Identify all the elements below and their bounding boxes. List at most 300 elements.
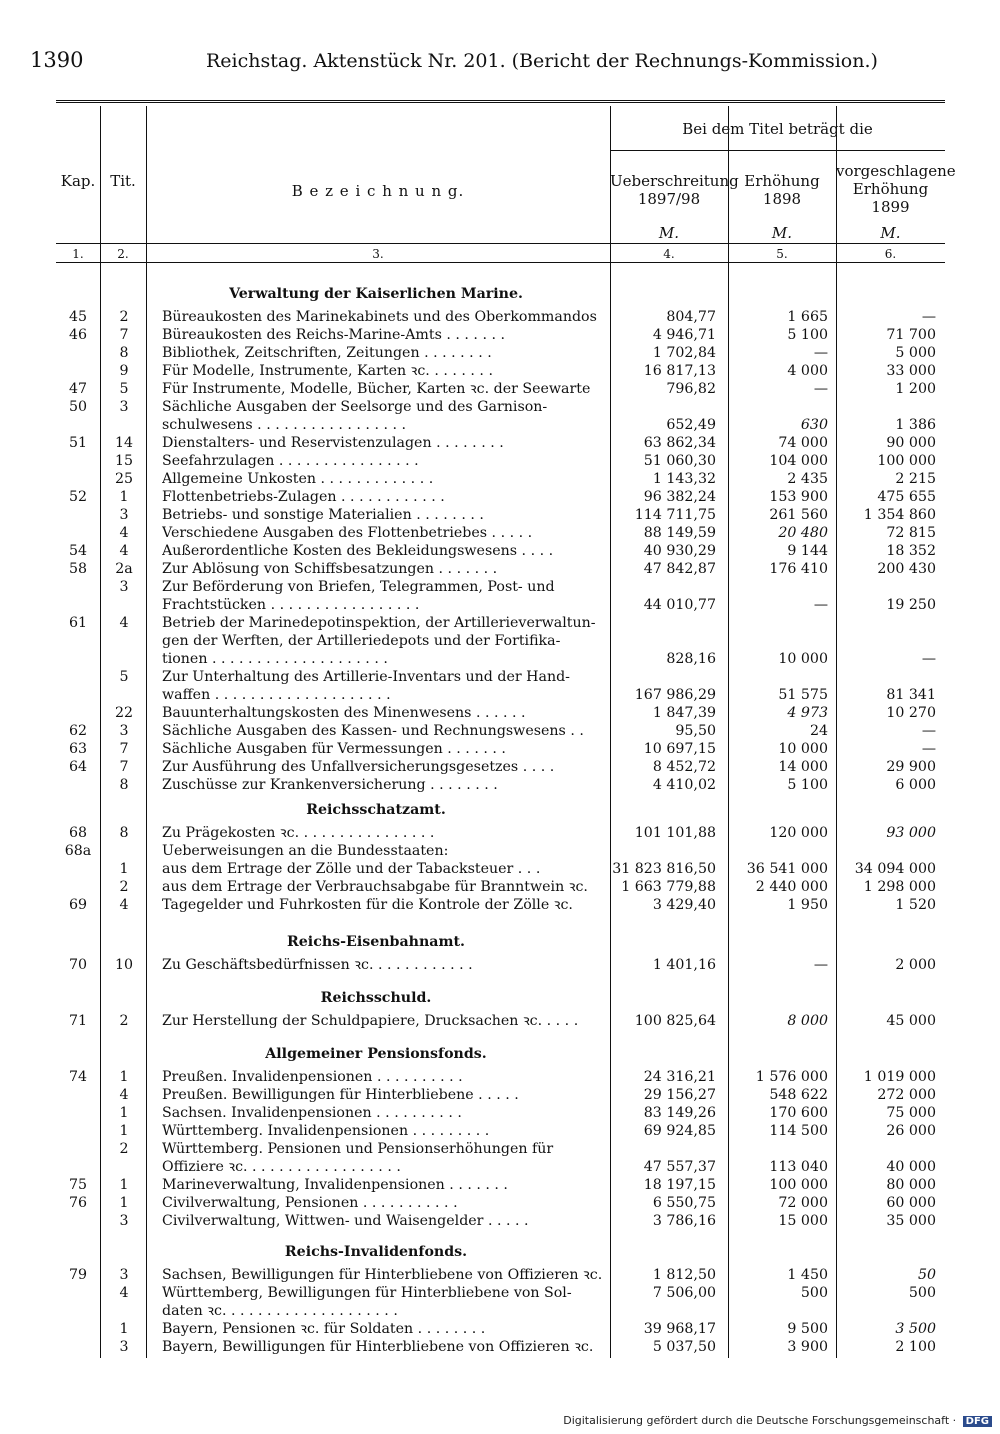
- table-row: [56, 704, 945, 722]
- cell-tit: 1: [119, 861, 129, 877]
- cell-bezeichnung: waffen . . . . . . . . . . . . . . . . . . . .: [162, 687, 391, 703]
- cell-erhoehung-1899: 2 100: [895, 1339, 936, 1355]
- cell-kap: 52: [68, 489, 88, 505]
- cell-tit: 22: [114, 705, 134, 721]
- cell-erhoehung-1899: 1 298 000: [863, 879, 936, 895]
- cell-tit: 10: [114, 957, 134, 973]
- cell-tit: 1: [119, 1105, 129, 1121]
- table-row: [56, 896, 945, 914]
- cell-tit: 5: [119, 669, 129, 685]
- cell-erhoehung-1898: —: [813, 597, 828, 613]
- cell-erhoehung-1898: 113 040: [769, 1159, 828, 1175]
- cell-ueberschreitung: 1 663 779,88: [621, 879, 716, 895]
- table-row: [56, 1320, 945, 1338]
- cell-bezeichnung: Marineverwaltung, Invalidenpensionen . . . . . . .: [162, 1177, 508, 1193]
- cell-bezeichnung: Württemberg. Invalidenpensionen . . . . . . . . .: [162, 1123, 490, 1139]
- cell-erhoehung-1899: 500: [908, 1285, 936, 1301]
- table-row: [56, 326, 945, 344]
- cell-tit: 2: [119, 1013, 129, 1029]
- cell-bezeichnung: Verschiedene Ausgaben des Flottenbetriebes . . . . .: [162, 525, 533, 541]
- table-row: [56, 1302, 945, 1320]
- cell-erhoehung-1899: 18 352: [886, 543, 936, 559]
- cell-erhoehung-1899: 90 000: [886, 435, 936, 451]
- cell-erhoehung-1899: 34 094 000: [854, 861, 936, 877]
- footer-text: Digitalisierung gefördert durch die Deutsche Forschungsgemeinschaft ·: [563, 1414, 957, 1427]
- cell-bezeichnung: Zuschüsse zur Krankenversicherung . . . . . . . .: [162, 777, 498, 793]
- colnum-4: 4.: [663, 247, 675, 261]
- dfg-logo: DFG: [963, 1416, 992, 1427]
- cell-erhoehung-1898: 10 000: [778, 651, 828, 667]
- cell-bezeichnung: Sachsen, Bewilligungen für Hinterbliebene von Offizieren ꝛc.: [162, 1267, 602, 1283]
- cell-ueberschreitung: 39 968,17: [643, 1321, 716, 1337]
- table-header: [56, 106, 956, 263]
- cell-erhoehung-1899: 2 215: [895, 471, 936, 487]
- table-row: [56, 416, 945, 434]
- cell-tit: 4: [119, 543, 129, 559]
- cell-bezeichnung: Zu Geschäftsbedürfnissen ꝛc. . . . . . . . . . . .: [162, 957, 473, 973]
- table-row: [56, 1266, 945, 1284]
- cell-erhoehung-1899: 45 000: [886, 1013, 936, 1029]
- top-double-rule: [56, 100, 945, 103]
- cell-tit: 15: [114, 453, 134, 469]
- cell-ueberschreitung: 828,16: [666, 651, 716, 667]
- cell-erhoehung-1899: 475 655: [877, 489, 936, 505]
- cell-erhoehung-1898: —: [813, 381, 828, 397]
- cell-tit: 1: [119, 489, 129, 505]
- cell-erhoehung-1899: 93 000: [886, 825, 936, 841]
- table-row: [56, 1068, 945, 1086]
- cell-erhoehung-1899: 50: [917, 1267, 936, 1283]
- header-number-rule: [56, 243, 945, 244]
- cell-bezeichnung: Zur Ausführung des Unfallversicherungsgesetzes . . . .: [162, 759, 555, 775]
- table-row: [56, 650, 945, 668]
- table-row: [56, 1158, 945, 1176]
- cell-erhoehung-1899: 10 270: [886, 705, 936, 721]
- cell-bezeichnung: aus dem Ertrage der Verbrauchsabgabe für Branntwein ꝛc.: [162, 879, 588, 895]
- cell-bezeichnung: Seefahrzulagen . . . . . . . . . . . . . . . .: [162, 453, 419, 469]
- table-row: [56, 1212, 945, 1230]
- cell-bezeichnung: Ueberweisungen an die Bundesstaaten:: [162, 843, 449, 859]
- cell-tit: 4: [119, 1087, 129, 1103]
- cell-erhoehung-1898: 4 973: [787, 705, 828, 721]
- table-row: [56, 878, 945, 896]
- table-row: [56, 488, 945, 506]
- cell-bezeichnung: Offiziere ꝛc. . . . . . . . . . . . . . . . . .: [162, 1159, 401, 1175]
- cell-ueberschreitung: 29 156,27: [643, 1087, 716, 1103]
- cell-bezeichnung: Dienstalters- und Reservistenzulagen . . . . . . . .: [162, 435, 504, 451]
- cell-ueberschreitung: 1 812,50: [652, 1267, 716, 1283]
- cell-bezeichnung: Preußen. Bewilligungen für Hinterbliebene . . . . .: [162, 1087, 519, 1103]
- cell-bezeichnung: Büreaukosten des Marinekabinets und des Oberkommandos: [162, 309, 597, 325]
- cell-ueberschreitung: 167 986,29: [634, 687, 716, 703]
- cell-erhoehung-1899: 80 000: [886, 1177, 936, 1193]
- cell-bezeichnung: Bauunterhaltungskosten des Minenwesens . . . . . .: [162, 705, 526, 721]
- cell-tit: 3: [119, 1267, 129, 1283]
- cell-bezeichnung: Civilverwaltung, Pensionen . . . . . . . . . . .: [162, 1195, 458, 1211]
- cell-ueberschreitung: 83 149,26: [643, 1105, 716, 1121]
- cell-bezeichnung: Zur Beförderung von Briefen, Telegrammen, Post- und: [162, 579, 555, 595]
- cell-erhoehung-1898: 9 500: [787, 1321, 828, 1337]
- cell-ueberschreitung: 47 557,37: [643, 1159, 716, 1175]
- table-row: [56, 758, 945, 776]
- cell-erhoehung-1898: 120 000: [769, 825, 828, 841]
- table-row: [56, 1122, 945, 1140]
- header-c5: Erhöhung 1898: [744, 172, 820, 208]
- cell-erhoehung-1899: 81 341: [886, 687, 936, 703]
- cell-erhoehung-1899: 19 250: [886, 597, 936, 613]
- cell-erhoehung-1898: 2 435: [787, 471, 828, 487]
- cell-tit: 1: [119, 1195, 129, 1211]
- cell-erhoehung-1899: 26 000: [886, 1123, 936, 1139]
- cell-tit: 14: [114, 435, 134, 451]
- cell-tit: 3: [119, 723, 129, 739]
- table-row: [56, 614, 945, 632]
- table-row: [56, 1104, 945, 1122]
- cell-ueberschreitung: 4 410,02: [652, 777, 716, 793]
- cell-bezeichnung: Flottenbetriebs-Zulagen . . . . . . . . . . . .: [162, 489, 445, 505]
- cell-ueberschreitung: 63 862,34: [643, 435, 716, 451]
- table-row: [56, 842, 945, 860]
- cell-bezeichnung: Büreaukosten des Reichs-Marine-Amts . . . . . . .: [162, 327, 505, 343]
- cell-erhoehung-1898: 5 100: [787, 327, 828, 343]
- table-row: [56, 686, 945, 704]
- table-row: [56, 542, 945, 560]
- cell-kap: 76: [68, 1195, 88, 1211]
- colnum-2: 2.: [117, 247, 129, 261]
- table-row: [56, 1338, 945, 1356]
- cell-tit: 2a: [115, 561, 133, 577]
- cell-erhoehung-1898: 36 541 000: [746, 861, 828, 877]
- cell-bezeichnung: Betrieb der Marinedepotinspektion, der Artillerieverwaltun-: [162, 615, 596, 631]
- cell-bezeichnung: Für Instrumente, Modelle, Bücher, Karten ꝛc. der Seewarte: [162, 381, 591, 397]
- cell-bezeichnung: schulwesens . . . . . . . . . . . . . . . . .: [162, 417, 407, 433]
- table-row: [56, 380, 945, 398]
- cell-erhoehung-1899: 29 900: [886, 759, 936, 775]
- cell-erhoehung-1899: —: [921, 651, 936, 667]
- table-row: [56, 722, 945, 740]
- cell-tit: 5: [119, 381, 129, 397]
- cell-kap: 46: [68, 327, 88, 343]
- cell-bezeichnung: Bibliothek, Zeitschriften, Zeitungen . . . . . . . .: [162, 345, 492, 361]
- cell-ueberschreitung: 4 946,71: [652, 327, 716, 343]
- cell-bezeichnung: aus dem Ertrage der Zölle und der Tabacksteuer . . .: [162, 861, 541, 877]
- header-c6: vorgeschlagene Erhöhung 1899: [836, 162, 956, 216]
- cell-erhoehung-1899: 1 019 000: [863, 1069, 936, 1085]
- cell-tit: 1: [119, 1123, 129, 1139]
- cell-ueberschreitung: 16 817,13: [643, 363, 716, 379]
- cell-kap: 64: [68, 759, 88, 775]
- cell-bezeichnung: Zu Prägekosten ꝛc. . . . . . . . . . . . . . . .: [162, 825, 435, 841]
- cell-bezeichnung: Bayern, Bewilligungen für Hinterbliebene von Offizieren ꝛc.: [162, 1339, 594, 1355]
- cell-erhoehung-1898: 114 500: [769, 1123, 828, 1139]
- header-tit: Tit.: [110, 172, 136, 190]
- cell-ueberschreitung: 804,77: [666, 309, 716, 325]
- cell-ueberschreitung: 47 842,87: [643, 561, 716, 577]
- table-body: [56, 262, 945, 1358]
- cell-bezeichnung: Sächliche Ausgaben der Seelsorge und des Garnison-: [162, 399, 548, 415]
- cell-ueberschreitung: 95,50: [675, 723, 716, 739]
- cell-erhoehung-1898: 176 410: [769, 561, 828, 577]
- cell-bezeichnung: Für Modelle, Instrumente, Karten ꝛc. . . . . . . .: [162, 363, 493, 379]
- cell-kap: 50: [68, 399, 88, 415]
- cell-tit: 7: [119, 327, 129, 343]
- table-row: [56, 1176, 945, 1194]
- cell-ueberschreitung: 1 702,84: [652, 345, 716, 361]
- cell-ueberschreitung: 6 550,75: [652, 1195, 716, 1211]
- section-heading: Verwaltung der Kaiserlichen Marine.: [229, 286, 523, 302]
- cell-kap: 62: [68, 723, 88, 739]
- cell-ueberschreitung: 100 825,64: [634, 1013, 716, 1029]
- cell-ueberschreitung: 69 924,85: [643, 1123, 716, 1139]
- cell-erhoehung-1898: 153 900: [769, 489, 828, 505]
- cell-bezeichnung: Preußen. Invalidenpensionen . . . . . . . . . .: [162, 1069, 463, 1085]
- cell-kap: 47: [68, 381, 88, 397]
- cell-erhoehung-1899: —: [921, 309, 936, 325]
- cell-kap: 69: [68, 897, 88, 913]
- cell-bezeichnung: Außerordentliche Kosten des Bekleidungswesens . . . .: [162, 543, 554, 559]
- unit-c6: M.: [880, 224, 901, 242]
- cell-erhoehung-1899: 1 200: [895, 381, 936, 397]
- cell-erhoehung-1898: 10 000: [778, 741, 828, 757]
- cell-erhoehung-1899: 3 500: [895, 1321, 936, 1337]
- cell-ueberschreitung: 3 429,40: [652, 897, 716, 913]
- cell-bezeichnung: tionen . . . . . . . . . . . . . . . . . . . .: [162, 651, 388, 667]
- cell-erhoehung-1898: 1 450: [787, 1267, 828, 1283]
- cell-tit: 3: [119, 399, 129, 415]
- cell-tit: 3: [119, 507, 129, 523]
- cell-ueberschreitung: 1 847,39: [652, 705, 716, 721]
- section-heading: Reichsschuld.: [320, 990, 432, 1006]
- cell-erhoehung-1898: 5 100: [787, 777, 828, 793]
- cell-erhoehung-1899: 200 430: [877, 561, 936, 577]
- cell-ueberschreitung: 652,49: [666, 417, 716, 433]
- cell-erhoehung-1899: 100 000: [877, 453, 936, 469]
- cell-erhoehung-1898: 548 622: [769, 1087, 828, 1103]
- colnum-3: 3.: [372, 247, 384, 261]
- cell-erhoehung-1899: 2 000: [895, 957, 936, 973]
- cell-tit: 8: [119, 825, 129, 841]
- cell-erhoehung-1898: 100 000: [769, 1177, 828, 1193]
- cell-erhoehung-1898: 20 480: [778, 525, 828, 541]
- cell-kap: 68: [68, 825, 88, 841]
- table-row: [56, 1086, 945, 1104]
- header-kap: Kap.: [60, 172, 96, 190]
- cell-tit: 4: [119, 897, 129, 913]
- cell-tit: 2: [119, 879, 129, 895]
- cell-tit: 1: [119, 1177, 129, 1193]
- unit-c4: M.: [658, 224, 680, 242]
- table-row: [56, 1194, 945, 1212]
- section-heading: Allgemeiner Pensionsfonds.: [265, 1046, 487, 1062]
- running-header: [30, 46, 970, 80]
- cell-kap: 75: [68, 1177, 88, 1193]
- cell-tit: 8: [119, 345, 129, 361]
- cell-erhoehung-1899: 272 000: [877, 1087, 936, 1103]
- cell-ueberschreitung: 44 010,77: [643, 597, 716, 613]
- cell-erhoehung-1898: 24: [809, 723, 828, 739]
- cell-ueberschreitung: 114 711,75: [634, 507, 716, 523]
- cell-bezeichnung: Allgemeine Unkosten . . . . . . . . . . . . .: [162, 471, 434, 487]
- cell-kap: 61: [68, 615, 88, 631]
- table-row: [56, 740, 945, 758]
- cell-bezeichnung: Civilverwaltung, Wittwen- und Waisengelder . . . . .: [162, 1213, 529, 1229]
- cell-erhoehung-1899: —: [921, 723, 936, 739]
- cell-erhoehung-1898: 1 665: [787, 309, 828, 325]
- header-bezeichnung: B e z e i c h n u n g.: [291, 182, 465, 200]
- cell-tit: 7: [119, 741, 129, 757]
- cell-bezeichnung: Württemberg, Bewilligungen für Hinterbliebene von Sol-: [162, 1285, 572, 1301]
- cell-erhoehung-1899: 40 000: [886, 1159, 936, 1175]
- cell-ueberschreitung: 7 506,00: [652, 1285, 716, 1301]
- cell-tit: 4: [119, 525, 129, 541]
- cell-erhoehung-1898: 8 000: [787, 1013, 828, 1029]
- cell-tit: 25: [114, 471, 134, 487]
- cell-kap: 51: [68, 435, 88, 451]
- table-row: [56, 668, 945, 686]
- cell-kap: 70: [68, 957, 88, 973]
- cell-tit: 2: [119, 309, 129, 325]
- cell-bezeichnung: Sächliche Ausgaben für Vermessungen . . . . . . .: [162, 741, 506, 757]
- cell-ueberschreitung: 88 149,59: [643, 525, 716, 541]
- cell-kap: 58: [68, 561, 88, 577]
- cell-bezeichnung: Frachtstücken . . . . . . . . . . . . . . . . .: [162, 597, 420, 613]
- cell-ueberschreitung: 24 316,21: [643, 1069, 716, 1085]
- cell-erhoehung-1898: 630: [800, 417, 828, 433]
- running-title: Reichstag. Aktenstück Nr. 201. (Bericht der Rechnungs-Kommission.): [206, 50, 878, 72]
- cell-erhoehung-1899: 33 000: [886, 363, 936, 379]
- table-row: [56, 1012, 945, 1030]
- section-heading: Reichs-Eisenbahnamt.: [286, 934, 465, 950]
- table-row: [56, 1284, 945, 1302]
- table-row: [56, 362, 945, 380]
- cell-tit: 3: [119, 1339, 129, 1355]
- cell-ueberschreitung: 31 823 816,50: [612, 861, 716, 877]
- cell-erhoehung-1899: 1 386: [895, 417, 936, 433]
- cell-bezeichnung: Bayern, Pensionen ꝛc. für Soldaten . . . . . . . .: [162, 1321, 486, 1337]
- table-row: [56, 632, 945, 650]
- cell-ueberschreitung: 101 101,88: [634, 825, 716, 841]
- cell-erhoehung-1898: 1 950: [787, 897, 828, 913]
- cell-tit: 3: [119, 579, 129, 595]
- cell-ueberschreitung: 18 197,15: [643, 1177, 716, 1193]
- header-c4: Ueberschreitung 1897/98: [610, 172, 739, 208]
- cell-erhoehung-1898: 15 000: [778, 1213, 828, 1229]
- cell-tit: 3: [119, 1213, 129, 1229]
- cell-erhoehung-1898: —: [813, 345, 828, 361]
- cell-bezeichnung: Betriebs- und sonstige Materialien . . . . . . . .: [162, 507, 484, 523]
- cell-tit: 7: [119, 759, 129, 775]
- cell-erhoehung-1899: 71 700: [886, 327, 936, 343]
- colnum-1: 1.: [72, 247, 84, 261]
- cell-erhoehung-1898: 3 900: [787, 1339, 828, 1355]
- table-row: [56, 506, 945, 524]
- cell-erhoehung-1898: —: [813, 957, 828, 973]
- cell-tit: 2: [119, 1141, 129, 1157]
- table-row: [56, 398, 945, 416]
- colnum-6: 6.: [884, 247, 897, 261]
- cell-erhoehung-1898: 2 440 000: [755, 879, 828, 895]
- cell-erhoehung-1898: 51 575: [778, 687, 828, 703]
- cell-ueberschreitung: 40 930,29: [643, 543, 716, 559]
- cell-erhoehung-1899: 1 520: [895, 897, 936, 913]
- cell-erhoehung-1898: 4 000: [787, 363, 828, 379]
- table-row: [56, 434, 945, 452]
- cell-erhoehung-1898: 72 000: [778, 1195, 828, 1211]
- table-row: [56, 596, 945, 614]
- cell-ueberschreitung: 96 382,24: [643, 489, 716, 505]
- cell-erhoehung-1898: 261 560: [769, 507, 828, 523]
- cell-erhoehung-1899: 35 000: [886, 1213, 936, 1229]
- table-row: [56, 578, 945, 596]
- cell-ueberschreitung: 1 143,32: [652, 471, 716, 487]
- cell-erhoehung-1898: 500: [800, 1285, 828, 1301]
- cell-bezeichnung: Tagegelder und Fuhrkosten für die Kontrole der Zölle ꝛc.: [162, 897, 573, 913]
- table-row: [56, 344, 945, 362]
- table-row: [56, 470, 945, 488]
- cell-erhoehung-1898: 14 000: [778, 759, 828, 775]
- cell-ueberschreitung: 10 697,15: [643, 741, 716, 757]
- cell-kap: 68a: [64, 843, 92, 859]
- cell-ueberschreitung: 5 037,50: [652, 1339, 716, 1355]
- colnum-5: 5.: [776, 247, 788, 261]
- section-heading: Reichsschatzamt.: [306, 802, 446, 818]
- table-row: [56, 860, 945, 878]
- cell-kap: 71: [68, 1013, 88, 1029]
- cell-erhoehung-1899: 6 000: [895, 777, 936, 793]
- table-row: [56, 1140, 945, 1158]
- cell-erhoehung-1898: 9 144: [787, 543, 828, 559]
- cell-tit: 1: [119, 1321, 129, 1337]
- cell-bezeichnung: Sachsen. Invalidenpensionen . . . . . . . . . .: [162, 1105, 462, 1121]
- table-row: [56, 956, 945, 974]
- cell-erhoehung-1898: 170 600: [769, 1105, 828, 1121]
- cell-erhoehung-1899: —: [921, 741, 936, 757]
- cell-bezeichnung: Zur Ablösung von Schiffsbesatzungen . . . . . . .: [162, 561, 498, 577]
- cell-ueberschreitung: 51 060,30: [643, 453, 716, 469]
- cell-ueberschreitung: 1 401,16: [652, 957, 716, 973]
- cell-erhoehung-1899: 1 354 860: [863, 507, 936, 523]
- cell-kap: 45: [68, 309, 88, 325]
- cell-erhoehung-1898: 1 576 000: [755, 1069, 828, 1085]
- cell-tit: 8: [119, 777, 129, 793]
- cell-ueberschreitung: 796,82: [666, 381, 716, 397]
- cell-bezeichnung: daten ꝛc. . . . . . . . . . . . . . . . . . . .: [162, 1303, 398, 1319]
- cell-bezeichnung: Sächliche Ausgaben des Kassen- und Rechnungswesens . .: [162, 723, 584, 739]
- table-row: [56, 776, 945, 794]
- cell-erhoehung-1899: 60 000: [886, 1195, 936, 1211]
- cell-erhoehung-1899: 72 815: [886, 525, 936, 541]
- cell-bezeichnung: gen der Werften, der Artilleriedepots und der Fortifika-: [162, 633, 561, 649]
- table-row: [56, 452, 945, 470]
- cell-ueberschreitung: 8 452,72: [652, 759, 716, 775]
- cell-tit: 9: [119, 363, 129, 379]
- cell-tit: 1: [119, 1069, 129, 1085]
- section-heading: Reichs-Invalidenfonds.: [284, 1244, 468, 1260]
- cell-erhoehung-1899: 5 000: [895, 345, 936, 361]
- cell-erhoehung-1898: 74 000: [778, 435, 828, 451]
- table-row: [56, 308, 945, 326]
- header-group: Bei dem Titel beträgt die: [682, 120, 873, 138]
- cell-bezeichnung: Zur Unterhaltung des Artillerie-Inventars und der Hand-: [162, 669, 570, 685]
- group-rule: [610, 150, 945, 151]
- table-row: [56, 524, 945, 542]
- cell-ueberschreitung: 3 786,16: [652, 1213, 716, 1229]
- footer-credit: [563, 1414, 992, 1427]
- cell-bezeichnung: Württemberg. Pensionen und Pensionserhöhungen für: [162, 1141, 554, 1157]
- cell-tit: 4: [119, 1285, 129, 1301]
- page-number: 1390: [30, 48, 84, 72]
- cell-kap: 63: [68, 741, 88, 757]
